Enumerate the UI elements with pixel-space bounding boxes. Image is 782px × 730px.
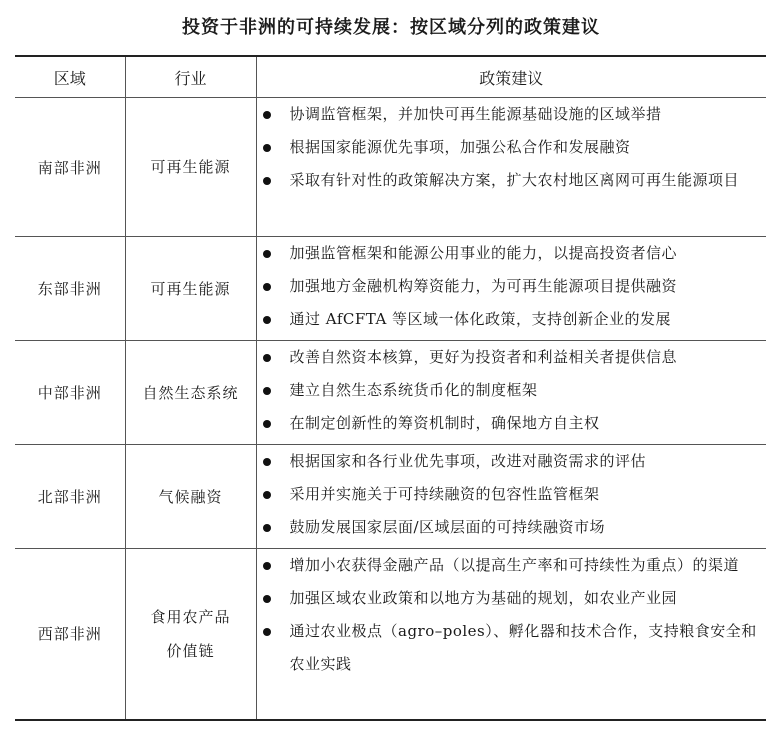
sector-cell <box>125 445 256 549</box>
recommendation-item: 鼓励发展国家层面/区域层面的可持续融资市场 <box>257 511 759 544</box>
recommendation-item: 建立自然生态系统货币化的制度框架 <box>257 374 759 407</box>
table-row <box>15 445 766 549</box>
recommendation-item: 根据国家和各行业优先事项，改进对融资需求的评估 <box>257 445 759 478</box>
recommendation-item: 增加小农获得金融产品（以提高生产率和可持续性为重点）的渠道 <box>257 549 759 582</box>
sector-label: 气候融资 <box>158 487 223 506</box>
sector-label: 可再生能源 <box>150 279 231 298</box>
recommendation-item: 采取有针对性的政策解决方案，扩大农村地区离网可再生能源项目 <box>257 164 759 197</box>
recommendation-item: 加强地方金融机构筹资能力，为可再生能源项目提供融资 <box>257 270 759 303</box>
recommendation-list <box>257 98 759 197</box>
recommendation-item: 通过 AfCFTA 等区域一体化政策，支持创新企业的发展 <box>257 303 759 336</box>
table-row <box>15 549 766 720</box>
sector-cell <box>125 98 256 237</box>
recommendation-item: 在制定创新性的筹资机制时，确保地方自主权 <box>257 407 759 440</box>
recommendation-item: 加强监管框架和能源公用事业的能力，以提高投资者信心 <box>257 237 759 270</box>
recommendations-cell <box>256 445 766 549</box>
table-row <box>15 341 766 445</box>
region-cell: 中部非洲 <box>15 341 125 445</box>
sector-cell <box>125 341 256 445</box>
recommendation-list <box>257 549 759 681</box>
recommendation-item: 改善自然资本核算，更好为投资者和利益相关者提供信息 <box>257 341 759 374</box>
recommendations-cell <box>256 98 766 237</box>
recommendation-item: 通过农业极点（agro–poles）、孵化器和技术合作，支持粮食安全和农业实践 <box>257 615 759 681</box>
recommendation-list <box>257 445 759 544</box>
region-cell: 北部非洲 <box>15 445 125 549</box>
sector-label: 自然生态系统 <box>142 383 239 402</box>
sector-label: 食用农产品 <box>150 607 231 626</box>
table-title: 投资于非洲的可持续发展：按区域分列的政策建议 <box>182 17 600 38</box>
recommendation-list <box>257 237 759 336</box>
region-cell: 西部非洲 <box>15 549 125 720</box>
recommendation-item: 协调监管框架，并加快可再生能源基础设施的区域举措 <box>257 98 759 131</box>
table-row <box>15 98 766 237</box>
recommendation-list <box>257 341 759 440</box>
header-sector: 行业 <box>125 56 256 98</box>
recommendations-cell <box>256 549 766 720</box>
header-row <box>15 56 766 98</box>
region-cell: 东部非洲 <box>15 237 125 341</box>
recommendation-item: 加强区域农业政策和以地方为基础的规划，如农业产业园 <box>257 582 759 615</box>
table-row <box>15 237 766 341</box>
region-cell: 南部非洲 <box>15 98 125 237</box>
sector-label: 价值链 <box>166 641 215 660</box>
policy-table <box>15 55 766 721</box>
header-recommendations: 政策建议 <box>256 56 766 98</box>
sector-cell <box>125 549 256 720</box>
recommendation-item: 采用并实施关于可持续融资的包容性监管框架 <box>257 478 759 511</box>
sector-cell <box>125 237 256 341</box>
sector-label: 可再生能源 <box>150 158 231 176</box>
recommendations-cell <box>256 237 766 341</box>
recommendation-item: 根据国家能源优先事项，加强公私合作和发展融资 <box>257 131 759 164</box>
recommendations-cell <box>256 341 766 445</box>
header-region: 区域 <box>15 56 125 98</box>
